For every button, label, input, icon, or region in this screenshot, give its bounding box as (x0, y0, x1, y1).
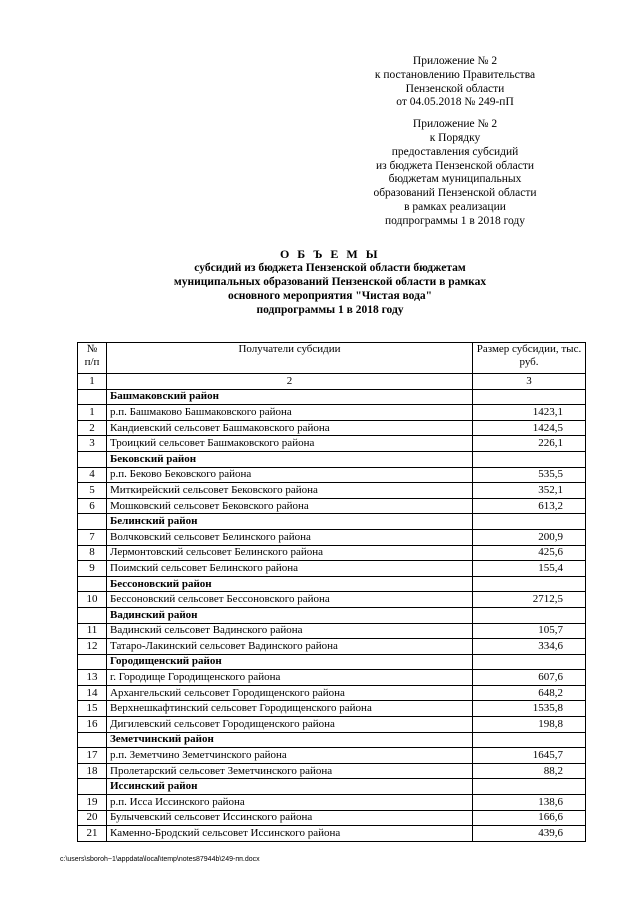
table-row (78, 685, 586, 701)
recipient-name: Булычевский сельсовет Иссинского района (107, 810, 473, 826)
table-row (78, 763, 586, 779)
district-num-cell (78, 576, 107, 592)
heading-line-2: муниципальных образований Пензенской области в рамках (173, 276, 487, 288)
table-row (78, 405, 586, 421)
district-num-cell (78, 654, 107, 670)
row-number: 7 (78, 529, 107, 545)
row-number: 1 (78, 405, 107, 421)
row-number: 2 (78, 420, 107, 436)
table-row (78, 545, 586, 561)
subsidy-amount: 198,8 (473, 717, 586, 733)
row-number: 16 (78, 717, 107, 733)
subsidy-amount: 648,2 (473, 685, 586, 701)
district-num-cell (78, 389, 107, 405)
district-row (78, 654, 586, 670)
district-row (78, 607, 586, 623)
row-number: 9 (78, 561, 107, 577)
table-row (78, 748, 586, 764)
district-amount-cell (473, 576, 586, 592)
row-number: 19 (78, 795, 107, 811)
appendix-line: из бюджета Пензенской области (375, 159, 535, 172)
row-number: 18 (78, 763, 107, 779)
district-amount-cell (473, 514, 586, 530)
district-row (78, 514, 586, 530)
appendix-line: Пензенской области (405, 82, 505, 95)
district-row (78, 451, 586, 467)
col-number-3: 3 (473, 374, 586, 390)
table-row (78, 467, 586, 483)
recipient-name: Поимский сельсовет Белинского района (107, 561, 473, 577)
row-number: 10 (78, 592, 107, 608)
district-name: Иссинский район (107, 779, 473, 795)
col-number-1: 1 (78, 374, 107, 390)
appendix-line: образований Пензенской области (373, 187, 537, 200)
district-name: Башмаковский район (107, 389, 473, 405)
header-amount: Размер субсидии, тыс. руб. (473, 343, 586, 374)
district-num-cell (78, 779, 107, 795)
recipient-name: Мошковский сельсовет Бековского района (107, 498, 473, 514)
district-amount-cell (473, 451, 586, 467)
row-number: 6 (78, 498, 107, 514)
table-row (78, 483, 586, 499)
district-num-cell (78, 451, 107, 467)
subsidy-amount: 2712,5 (473, 592, 586, 608)
file-path-footer: c:\users\sboroh~1\appdata\local\temp\notes87944b\249-пп.docx (60, 856, 260, 863)
table-row (78, 717, 586, 733)
appendix-line: к Порядку (429, 131, 481, 144)
row-number: 8 (78, 545, 107, 561)
subsidy-table (77, 342, 586, 842)
district-name: Городищенский район (107, 654, 473, 670)
table-row (78, 592, 586, 608)
header-recipient: Получатели субсидии (107, 343, 473, 374)
district-amount-cell (473, 607, 586, 623)
district-row (78, 732, 586, 748)
district-row (78, 389, 586, 405)
table-row (78, 826, 586, 842)
district-num-cell (78, 732, 107, 748)
row-number: 20 (78, 810, 107, 826)
district-row (78, 779, 586, 795)
appendix-line: бюджетам муниципальных (388, 173, 522, 186)
district-amount-cell (473, 654, 586, 670)
subsidy-amount: 1424,5 (473, 420, 586, 436)
appendix-gap (340, 110, 570, 118)
subsidy-amount: 200,9 (473, 529, 586, 545)
district-name: Бессоновский район (107, 576, 473, 592)
recipient-name: Каменно-Бродский сельсовет Иссинского района (107, 826, 473, 842)
recipient-name: Дигилевский сельсовет Городищенского района (107, 717, 473, 733)
subsidy-amount: 1535,8 (473, 701, 586, 717)
recipient-name: Вадинский сельсовет Вадинского района (107, 623, 473, 639)
district-name: Земетчинский район (107, 732, 473, 748)
recipient-name: р.п. Беково Бековского района (107, 467, 473, 483)
row-number: 12 (78, 639, 107, 655)
row-number: 4 (78, 467, 107, 483)
district-amount-cell (473, 732, 586, 748)
row-number: 15 (78, 701, 107, 717)
district-amount-cell (473, 779, 586, 795)
row-number: 13 (78, 670, 107, 686)
appendix-line: предоставления субсидий (391, 145, 519, 158)
subsidy-amount: 425,6 (473, 545, 586, 561)
document-heading (80, 247, 580, 317)
heading-line-1: субсидий из бюджета Пензенской области бюджетам (194, 262, 466, 274)
row-number: 5 (78, 483, 107, 499)
table-row (78, 623, 586, 639)
recipient-name: г. Городище Городищенского района (107, 670, 473, 686)
row-number: 21 (78, 826, 107, 842)
recipient-name: р.п. Земетчино Земетчинского района (107, 748, 473, 764)
district-name: Бековский район (107, 451, 473, 467)
recipient-name: Татаро-Лакинский сельсовет Вадинского района (107, 639, 473, 655)
subsidy-amount: 607,6 (473, 670, 586, 686)
subsidy-amount: 1423,1 (473, 405, 586, 421)
row-number: 3 (78, 436, 107, 452)
district-name: Вадинский район (107, 607, 473, 623)
recipient-name: Архангельский сельсовет Городищенского района (107, 685, 473, 701)
recipient-name: р.п. Исса Иссинского района (107, 795, 473, 811)
appendix-line: Приложение № 2 (412, 55, 498, 67)
subsidy-amount: 88,2 (473, 763, 586, 779)
appendix-block (340, 55, 570, 229)
table-row (78, 795, 586, 811)
district-num-cell (78, 514, 107, 530)
table-row (78, 701, 586, 717)
subsidy-amount: 439,6 (473, 826, 586, 842)
recipient-name: Волчковский сельсовет Белинского района (107, 529, 473, 545)
table-row (78, 639, 586, 655)
table-row (78, 561, 586, 577)
table-row (78, 529, 586, 545)
recipient-name: Бессоновский сельсовет Бессоновского района (107, 592, 473, 608)
row-number: 17 (78, 748, 107, 764)
district-num-cell (78, 607, 107, 623)
heading-title: О Б Ъ Е М Ы (279, 247, 381, 261)
subsidy-amount: 1645,7 (473, 748, 586, 764)
subsidy-amount: 166,6 (473, 810, 586, 826)
recipient-name: Лермонтовский сельсовет Белинского района (107, 545, 473, 561)
subsidy-amount: 613,2 (473, 498, 586, 514)
district-amount-cell (473, 389, 586, 405)
recipient-name: Пролетарский сельсовет Земетчинского района (107, 763, 473, 779)
subsidy-amount: 226,1 (473, 436, 586, 452)
table-row (78, 420, 586, 436)
row-number: 14 (78, 685, 107, 701)
appendix-line: к постановлению Правительства (374, 68, 536, 81)
heading-line-3: основного мероприятия "Чистая вода" (227, 290, 433, 302)
table-row (78, 810, 586, 826)
recipient-name: Кандиевский сельсовет Башмаковского района (107, 420, 473, 436)
appendix-line: от 04.05.2018 № 249-пП (396, 96, 514, 109)
recipient-name: р.п. Башмаково Башмаковского района (107, 405, 473, 421)
table-header-row (78, 343, 586, 374)
row-number: 11 (78, 623, 107, 639)
appendix-line: в рамках реализации (404, 200, 506, 213)
district-name: Белинский район (107, 514, 473, 530)
recipient-name: Миткирейский сельсовет Бековского района (107, 483, 473, 499)
subsidy-amount: 155,4 (473, 561, 586, 577)
table-row (78, 670, 586, 686)
subsidy-amount: 535,5 (473, 467, 586, 483)
appendix-line: подпрограммы 1 в 2018 году (384, 214, 526, 227)
recipient-name: Троицкий сельсовет Башмаковского района (107, 436, 473, 452)
col-number-2: 2 (107, 374, 473, 390)
recipient-name: Верхнешкафтинский сельсовет Городищенского района (107, 701, 473, 717)
district-row (78, 576, 586, 592)
subsidy-amount: 334,6 (473, 639, 586, 655)
table-row (78, 498, 586, 514)
column-number-row (78, 374, 586, 390)
subsidy-amount: 138,6 (473, 795, 586, 811)
header-num: № п/п (78, 343, 107, 374)
appendix-line: Приложение № 2 (412, 118, 498, 131)
subsidy-amount: 352,1 (473, 483, 586, 499)
subsidy-amount: 105,7 (473, 623, 586, 639)
table-body (78, 389, 586, 841)
heading-line-4: подпрограммы 1 в 2018 году (256, 304, 404, 316)
table-row (78, 436, 586, 452)
